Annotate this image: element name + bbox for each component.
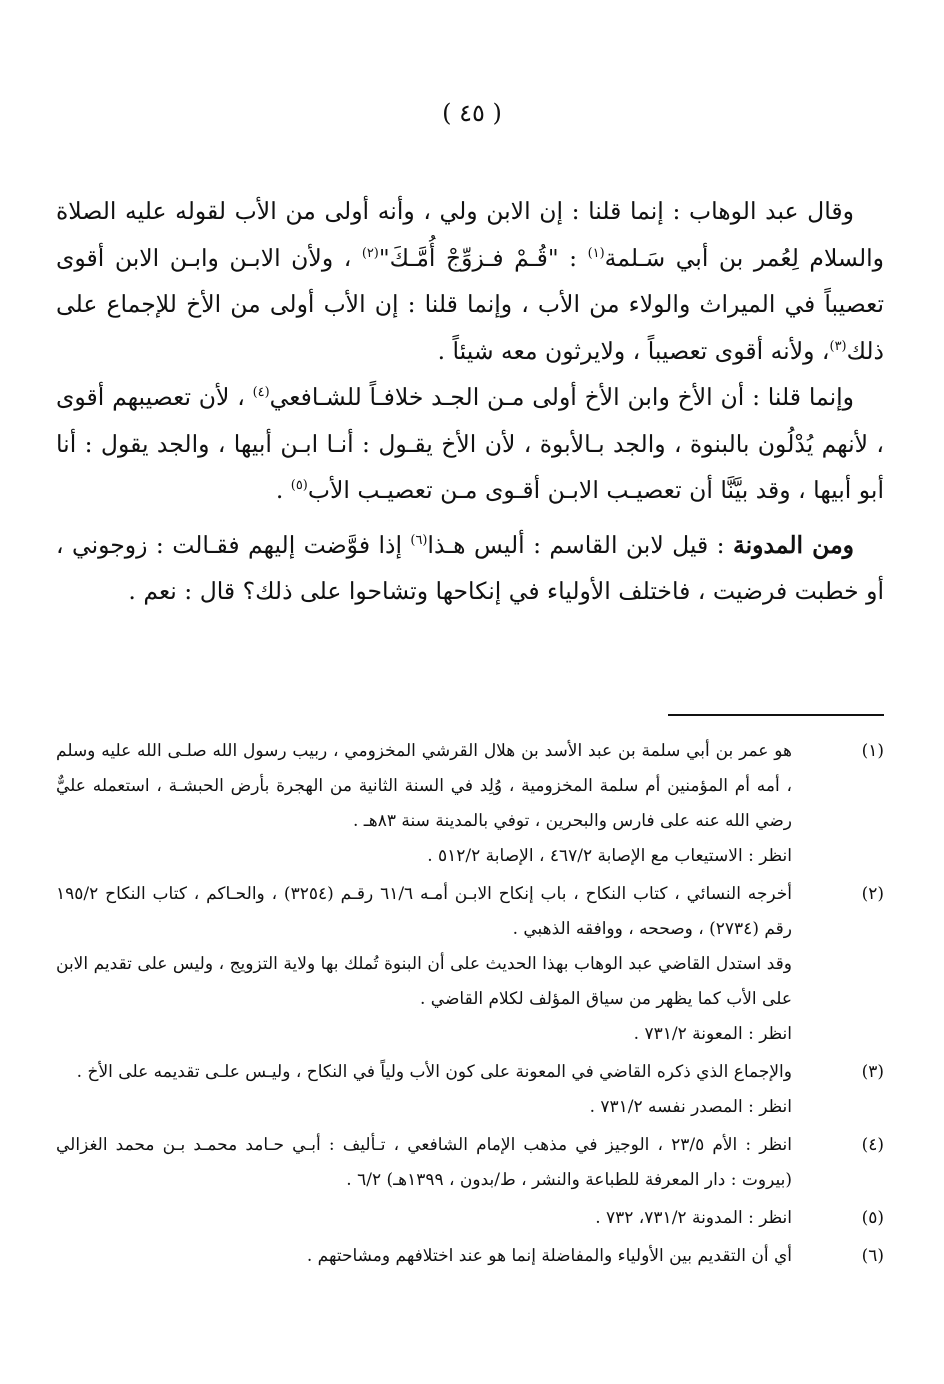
paragraph-1-part-a: وقال عبد الوهاب : إنما قلنا : إن الابن ولي ، وأنه أولى من الأب لقوله عليه الصلاة والسلام لِعُمر بن أبي سَـلمة	[56, 197, 884, 272]
footnote-text	[56, 877, 792, 1052]
footnote-line: أخرجه النسائي ، كتاب النكاح ، باب إنكاح الابـن أمـه ٦١/٦ رقـم (٣٢٥٤) ، والحـاكم ، كتاب النكاح ١٩٥/٢ رقم (٢٧٣٤) ، وصححه ، ووافقه الذهبي .	[56, 884, 792, 939]
footnote-number: (٤)	[861, 1135, 884, 1155]
footnote-1	[56, 734, 884, 874]
paragraph-3-part-a: : قيل لابن القاسم : أليس هـذا	[427, 530, 733, 559]
footnote-ref-2: (٢)	[361, 245, 379, 261]
page-number: ( ٤٥ )	[442, 99, 502, 127]
footnote-text	[56, 1128, 792, 1198]
footnote-number: (٣)	[861, 1062, 884, 1082]
footnote-2	[56, 877, 884, 1052]
paragraph-1-part-c: ، ولأن الابـن وابـن الابن أقوى تعصيباً في الميراث والولاء من الأب ، وإنما قلنا : إن الأب أولى من الأخ للإجماع على ذلك	[56, 243, 884, 365]
main-text	[56, 188, 884, 615]
footnote-text	[56, 1239, 792, 1274]
footnote-text	[56, 1201, 792, 1236]
source-heading: ومن المدونة	[732, 530, 855, 559]
footnote-line: والإجماع الذي ذكره القاضي في المعونة على كون الأب ولياً في النكاح ، وليـس علـى تقديمه على الأخ .	[76, 1062, 792, 1082]
paragraph-2-part-a: وإنما قلنا : أن الأخ وابن الأخ أولى مـن الجـد خلافـاً للشـافعي	[269, 383, 854, 411]
paragraph-2-part-b: ، لأن تعصيبهم أقوى ، لأنهم يُدْلُون بالبنوة ، والجد بـالأبوة ، لأن الأخ يقـول : أنـا ابـن أبيها ، والجد يقول : أنا أبو أبيها ، وقد بيَّنَّا أن تعصيـب الابـن أقـوى مـن تعصيـب الأب	[56, 383, 884, 504]
footnote-5	[56, 1201, 884, 1236]
paragraph-1	[56, 188, 884, 374]
footnote-4	[56, 1128, 884, 1198]
paragraph-1-part-b: : "قُـمْ فـزوِّجْ أُمَّـكَ"	[378, 243, 588, 272]
paragraph-2-part-c: .	[275, 476, 291, 504]
paragraph-3-part-b: إذا فوَّضت إليهم فقـالت : زوجوني ، أو خطبت فرضيت ، فاختلف الأولياء في إنكاحها وتشاحوا على ذلك؟ قال : نعم .	[56, 530, 884, 605]
footnote-ref-3: (٣)	[829, 338, 847, 354]
footnote-number: (٢)	[861, 884, 884, 904]
footnote-number: (٦)	[861, 1246, 884, 1266]
footnote-text	[56, 734, 792, 874]
footnote-line: انظر : الاستيعاب مع الإصابة ٤٦٧/٢ ، الإصابة ٥١٢/٢ .	[427, 846, 792, 866]
footnote-ref-6: (٦)	[410, 532, 428, 548]
footnote-3	[56, 1055, 884, 1125]
footnote-ref-4: (٤)	[252, 385, 270, 401]
footnote-divider	[668, 714, 884, 716]
paragraph-1-part-d: ، ولأنه أقوى تعصيباً ، ولايرثون معه شيئاً .	[437, 336, 830, 365]
paragraph-3	[56, 522, 884, 615]
footnote-line: انظر : المعونة ٧٣١/٢ .	[633, 1024, 792, 1044]
footnote-ref-5: (٥)	[290, 478, 308, 494]
footnote-line: انظر : الأم ٢٣/٥ ، الوجيز في مذهب الإمام الشافعي ، تـأليف : أبـي حـامد محمـد بـن محمد الغزالي (بيروت : دار المعرفة للطباعة والنشر ، ط/بدون ، ١٣٩٩هـ) ٦/٢ .	[56, 1135, 793, 1190]
footnote-line: أي أن التقديم بين الأولياء والمفاضلة إنما هو عند اختلافهم ومشاحتهم .	[306, 1246, 792, 1266]
footnote-6	[56, 1239, 884, 1274]
footnote-ref-1: (١)	[587, 245, 605, 261]
footnote-line: هو عمر بن أبي سلمة بن عبد الأسد بن هلال القرشي المخزومي ، ربيب رسول الله صلـى الله عليه وسلم ، أمه أم المؤمنين أم سلمة المخزومية ، وُلِد في السنة الثانية من الهجرة بأرض الحبشـة ، استعمله عليٌّ رضي الله عنه على فارس والبحرين ، توفي بالمدينة سنة ٨٣هـ .	[56, 741, 792, 831]
footnote-line: انظر : المدونة ٧٣١/٢، ٧٣٢ .	[595, 1208, 792, 1228]
footnote-number: (٥)	[861, 1208, 884, 1228]
paragraph-2	[56, 374, 884, 514]
footnote-line: انظر : المصدر نفسه ٧٣١/٢ .	[589, 1097, 792, 1117]
footnote-line: وقد استدل القاضي عبد الوهاب بهذا الحديث على أن البنوة تُملك بها ولاية التزويج ، وليس على تقديم الابن على الأب كما يظهر من سياق المؤلف لكلام القاضي .	[56, 954, 792, 1009]
footnote-number: (١)	[861, 741, 884, 761]
footnotes	[56, 734, 884, 1277]
footnote-text	[56, 1055, 792, 1125]
